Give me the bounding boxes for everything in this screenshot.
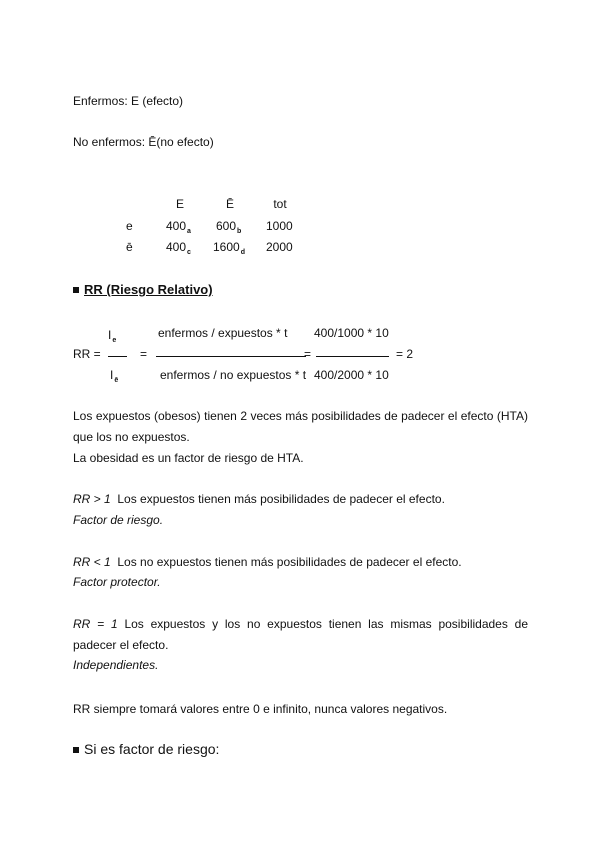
cell-b: $600_b$ [216,219,242,235]
formula-denominator-value: 400/2000 * 10 [314,368,389,382]
fraction-bar [108,356,127,357]
table-header-e: E [175,197,184,211]
bullet-icon [73,747,79,753]
range-note: RR siempre tomará valores entre 0 e infinito, nunca valores negativos. [73,702,448,716]
row-label: e [126,219,133,233]
formula-numerator-text: enfermos / expuestos * t [158,326,288,340]
incidence-not-exposed: $I_ē$ [110,368,119,384]
case-label: Independientes. [73,658,159,672]
no-enfermos-definition: No enfermos: Ē(no efecto) [73,135,214,149]
formula-denominator-text: enfermos / no expuestos * t [160,368,307,382]
cell-tot: 2000 [266,240,293,254]
equals-sign: = [140,347,148,361]
case-condition: RR < 1 [73,555,111,569]
incidence-exposed: $I_e$ [108,328,117,344]
table-header-no-e: Ē [225,197,234,211]
table-header-tot: tot [273,197,287,211]
rr-label: RR = [73,347,101,361]
case-text: RR < 1 Los no expuestos tienen más posibilidades de padecer el efecto. [73,555,462,569]
bullet-icon [73,287,79,293]
case-condition: RR = 1 [73,617,118,631]
equals-sign: = [304,347,312,361]
risk-factor-heading: Si es factor de riesgo: [73,741,219,757]
case-label: Factor de riesgo. [73,513,164,527]
fraction-bar [156,356,306,357]
formula-numerator-value: 400/1000 * 10 [314,326,389,340]
enfermos-definition: Enfermos: E (efecto) [73,94,184,108]
formula-result: = 2 [396,347,414,361]
case-text: RR = 1 Los expuestos y los no expuestos tienen las mismas posibilidades de padecer el efecto. [73,617,528,652]
fraction-bar [316,356,389,357]
cell-c: $400_c$ [166,240,191,256]
rr-section-heading: RR (Riesgo Relativo) [73,282,213,297]
case-text: RR > 1 Los expuestos tienen más posibilidades de padecer el efecto. [73,492,445,506]
cell-tot: 1000 [266,219,293,233]
cell-a: $400_a$ [166,219,191,235]
rr-explanation: Los expuestos (obesos) tienen 2 veces más posibilidades de padecer el efecto (HTA) que los no expuestos. [73,409,528,444]
rr-explanation-2: La obesidad es un factor de riesgo de HTA. [73,451,304,465]
cell-d: $1600_d$ [213,240,245,256]
row-label: ē [126,240,133,254]
case-label: Factor protector. [73,575,161,589]
case-condition: RR > 1 [73,492,111,506]
